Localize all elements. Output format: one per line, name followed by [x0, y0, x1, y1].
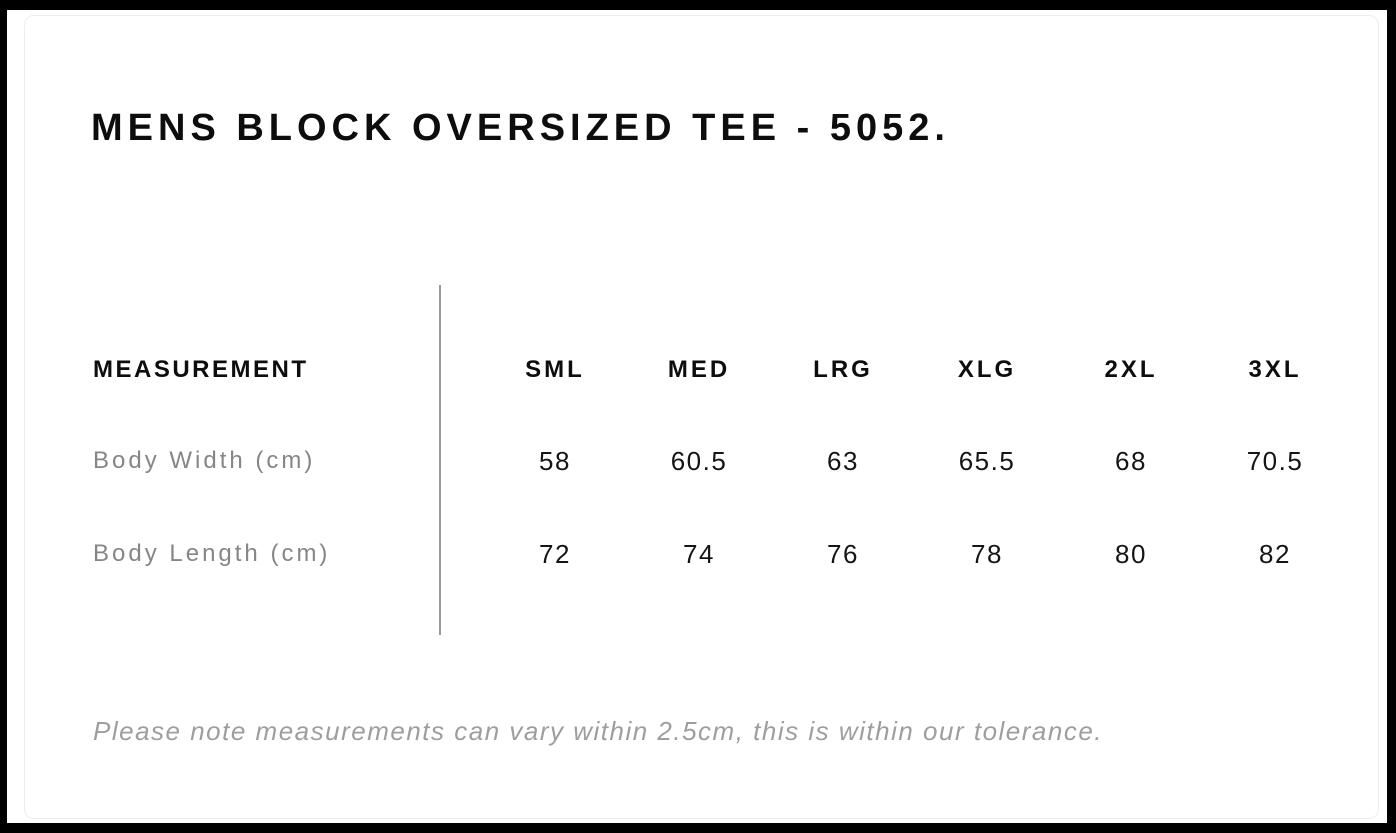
- size-value-cell: 63: [827, 445, 859, 476]
- size-value-cell: 82: [1259, 538, 1291, 569]
- size-value-cell: 78: [971, 538, 1003, 569]
- size-header-cell: 3XL: [1248, 356, 1302, 383]
- size-chart-header-row: [93, 330, 1347, 410]
- size-value-cell: 58: [539, 445, 571, 476]
- measurement-column-header: MEASUREMENT: [93, 356, 309, 383]
- size-value-cell: 60.5: [670, 445, 728, 476]
- table-row: [93, 508, 1347, 600]
- page-title: MENS BLOCK OVERSIZED TEE - 5052.: [91, 107, 950, 149]
- table-row: [93, 415, 1347, 507]
- size-value-cell: 76: [827, 538, 859, 569]
- size-value-cell: 70.5: [1246, 445, 1304, 476]
- row-label-body-length: Body Length (cm): [93, 540, 331, 567]
- size-header-cell: SML: [525, 356, 585, 383]
- size-value-cell: 68: [1115, 445, 1147, 476]
- size-header-cell: XLG: [957, 356, 1017, 383]
- size-header-cell: LRG: [813, 356, 873, 383]
- size-value-cell: 80: [1115, 538, 1147, 569]
- row-label-body-width: Body Width (cm): [93, 447, 316, 474]
- tolerance-note: Please note measurements can vary within 2.5cm, this is within our tolerance.: [93, 716, 1104, 746]
- size-value-cell: 74: [683, 538, 715, 569]
- size-header-cell: MED: [667, 356, 731, 383]
- size-header-cell: 2XL: [1104, 356, 1158, 383]
- size-value-cell: 72: [539, 538, 571, 569]
- size-value-cell: 65.5: [958, 445, 1016, 476]
